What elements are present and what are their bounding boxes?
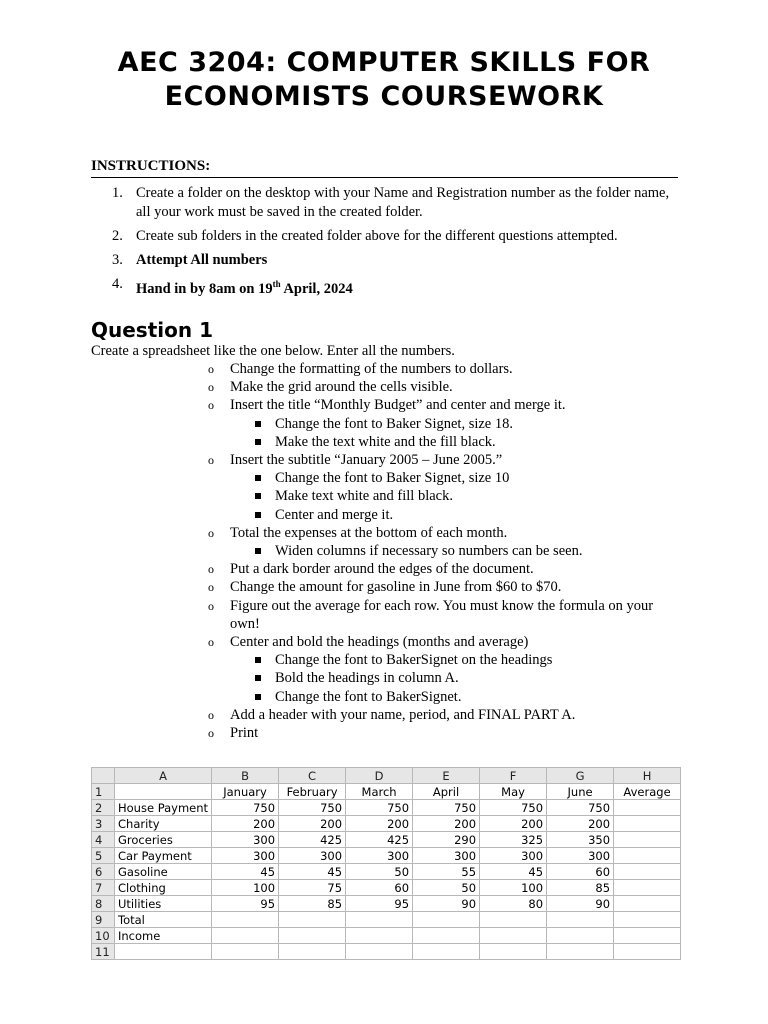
cell[interactable]: March bbox=[346, 784, 413, 800]
title-line-1: AEC 3204: COMPUTER SKILLS FOR bbox=[117, 47, 651, 78]
instruction-number: 2. bbox=[112, 228, 123, 244]
row-label-cell[interactable]: Charity bbox=[115, 816, 212, 832]
cell[interactable]: February bbox=[279, 784, 346, 800]
row-label-cell[interactable] bbox=[115, 944, 212, 960]
instruction-text-post: April, 2024 bbox=[280, 280, 353, 297]
task-item bbox=[206, 597, 676, 633]
row-label-cell[interactable]: Gasoline bbox=[115, 864, 212, 880]
cell[interactable]: 425 bbox=[279, 832, 346, 848]
cell[interactable]: 300 bbox=[212, 848, 279, 864]
cell[interactable]: June bbox=[547, 784, 614, 800]
row-label-cell[interactable]: Clothing bbox=[115, 880, 212, 896]
cell[interactable] bbox=[212, 944, 279, 960]
cell[interactable]: 45 bbox=[212, 864, 279, 880]
instruction-number: 4. bbox=[112, 276, 123, 292]
cell[interactable] bbox=[480, 944, 547, 960]
subtask-item bbox=[206, 669, 676, 687]
instruction-text: Attempt All numbers bbox=[136, 252, 268, 268]
cell[interactable]: 290 bbox=[413, 832, 480, 848]
circle-bullet-icon: o bbox=[208, 525, 214, 540]
cell[interactable] bbox=[346, 912, 413, 928]
cell[interactable]: 85 bbox=[279, 896, 346, 912]
cell[interactable]: 200 bbox=[212, 816, 279, 832]
row-label-cell[interactable]: Utilities bbox=[115, 896, 212, 912]
task-item bbox=[206, 524, 676, 542]
cell[interactable]: 75 bbox=[279, 880, 346, 896]
cell[interactable] bbox=[614, 816, 681, 832]
cell[interactable] bbox=[480, 928, 547, 944]
table-row bbox=[92, 944, 681, 960]
table-row bbox=[92, 800, 681, 816]
instruction-text: Create a folder on the desktop with your Name and Registration number as the folder name, all your work must be saved in the created folder. bbox=[136, 185, 670, 220]
subtask-text: Bold the headings in column A. bbox=[275, 670, 459, 687]
subtask-item bbox=[206, 688, 676, 706]
task-text: Insert the subtitle “January 2005 – June 2005.” bbox=[230, 452, 503, 469]
square-bullet-icon bbox=[255, 548, 261, 554]
cell[interactable] bbox=[614, 832, 681, 848]
row-label-cell[interactable]: Total bbox=[115, 912, 212, 928]
column-header-b[interactable]: B bbox=[212, 768, 279, 784]
circle-bullet-icon: o bbox=[208, 598, 214, 613]
instruction-superscript: th bbox=[272, 279, 281, 289]
task-item bbox=[206, 724, 676, 742]
cell[interactable] bbox=[115, 784, 212, 800]
cell[interactable]: 300 bbox=[279, 848, 346, 864]
square-bullet-icon bbox=[255, 675, 261, 681]
cell[interactable]: 55 bbox=[413, 864, 480, 880]
column-letter-row bbox=[92, 768, 681, 784]
cell[interactable]: May bbox=[480, 784, 547, 800]
cell[interactable] bbox=[346, 944, 413, 960]
cell[interactable]: 300 bbox=[480, 848, 547, 864]
task-item bbox=[206, 578, 676, 596]
circle-bullet-icon: o bbox=[208, 380, 214, 395]
subtask-text: Change the font to Baker Signet, size 18. bbox=[275, 415, 513, 432]
cell[interactable] bbox=[413, 912, 480, 928]
circle-bullet-icon: o bbox=[208, 398, 214, 413]
circle-bullet-icon: o bbox=[208, 726, 214, 741]
cell[interactable]: 350 bbox=[547, 832, 614, 848]
cell[interactable]: 90 bbox=[413, 896, 480, 912]
cell[interactable] bbox=[614, 928, 681, 944]
cell[interactable] bbox=[480, 912, 547, 928]
cell[interactable]: 750 bbox=[279, 800, 346, 816]
task-text: Make the grid around the cells visible. bbox=[230, 379, 453, 396]
task-item bbox=[206, 360, 676, 378]
cell[interactable]: 750 bbox=[413, 800, 480, 816]
cell[interactable] bbox=[614, 864, 681, 880]
task-item bbox=[206, 378, 676, 396]
cell[interactable]: 750 bbox=[346, 800, 413, 816]
cell[interactable]: 60 bbox=[547, 864, 614, 880]
cell[interactable]: April bbox=[413, 784, 480, 800]
table-row bbox=[92, 896, 681, 912]
cell[interactable] bbox=[212, 912, 279, 928]
cell[interactable]: 85 bbox=[547, 880, 614, 896]
cell[interactable]: 100 bbox=[480, 880, 547, 896]
subtask-text: Center and merge it. bbox=[275, 506, 394, 523]
table-row bbox=[92, 784, 681, 800]
subtask-text: Change the font to BakerSignet. bbox=[275, 688, 462, 705]
table-row bbox=[92, 912, 681, 928]
square-bullet-icon bbox=[255, 475, 261, 481]
column-header-a[interactable]: A bbox=[115, 768, 212, 784]
column-header-g[interactable]: G bbox=[547, 768, 614, 784]
subtask-text: Change the font to BakerSignet on the headings bbox=[275, 652, 553, 669]
table-row bbox=[92, 880, 681, 896]
row-number[interactable]: 8 bbox=[92, 896, 115, 912]
cell[interactable]: 200 bbox=[346, 816, 413, 832]
instruction-text: Create sub folders in the created folder above for the different questions attempted. bbox=[136, 228, 618, 244]
table-row bbox=[92, 848, 681, 864]
row-number[interactable]: 10 bbox=[92, 928, 115, 944]
task-item bbox=[206, 706, 676, 724]
task-text: Add a header with your name, period, and FINAL PART A. bbox=[230, 706, 576, 723]
row-number[interactable]: 7 bbox=[92, 880, 115, 896]
cell[interactable] bbox=[279, 944, 346, 960]
document-title bbox=[0, 46, 768, 114]
task-item bbox=[206, 396, 676, 414]
row-label-cell[interactable]: Groceries bbox=[115, 832, 212, 848]
square-bullet-icon bbox=[255, 421, 261, 427]
square-bullet-icon bbox=[255, 512, 261, 518]
instruction-number: 1. bbox=[112, 185, 123, 201]
task-item bbox=[206, 633, 676, 651]
instructions-list bbox=[108, 184, 678, 304]
circle-bullet-icon: o bbox=[208, 453, 214, 468]
subtask-item bbox=[206, 542, 676, 560]
cell[interactable]: Average bbox=[614, 784, 681, 800]
square-bullet-icon bbox=[255, 493, 261, 499]
task-text: Figure out the average for each row. You must know the formula on your own! bbox=[230, 597, 654, 632]
cell[interactable]: 90 bbox=[547, 896, 614, 912]
cell[interactable]: 300 bbox=[547, 848, 614, 864]
cell[interactable]: 45 bbox=[480, 864, 547, 880]
task-text: Change the formatting of the numbers to dollars. bbox=[230, 361, 513, 377]
cell[interactable]: 200 bbox=[413, 816, 480, 832]
task-item bbox=[206, 451, 676, 469]
cell[interactable]: 200 bbox=[480, 816, 547, 832]
cell[interactable]: 750 bbox=[212, 800, 279, 816]
row-label-cell[interactable]: Car Payment bbox=[115, 848, 212, 864]
column-header-d[interactable]: D bbox=[346, 768, 413, 784]
question-heading: Question 1 bbox=[91, 318, 213, 342]
subtask-item bbox=[206, 469, 676, 487]
cell[interactable]: 95 bbox=[212, 896, 279, 912]
cell[interactable]: 100 bbox=[212, 880, 279, 896]
instruction-text-pre: Hand in by 8am on 19 bbox=[136, 280, 273, 297]
cell[interactable] bbox=[212, 928, 279, 944]
subtask-text: Make text white and fill black. bbox=[275, 488, 453, 505]
task-text: Change the amount for gasoline in June from $60 to $70. bbox=[230, 579, 562, 596]
cell[interactable]: 750 bbox=[547, 800, 614, 816]
subtask-item bbox=[206, 487, 676, 505]
circle-bullet-icon: o bbox=[208, 562, 214, 577]
column-header-c[interactable]: C bbox=[279, 768, 346, 784]
cell[interactable]: January bbox=[212, 784, 279, 800]
cell[interactable] bbox=[614, 896, 681, 912]
table-row bbox=[92, 928, 681, 944]
cell[interactable] bbox=[614, 944, 681, 960]
subtask-text: Change the font to Baker Signet, size 10 bbox=[275, 470, 510, 487]
cell[interactable] bbox=[614, 800, 681, 816]
instruction-item bbox=[108, 227, 678, 246]
table-row bbox=[92, 864, 681, 880]
cell[interactable] bbox=[547, 928, 614, 944]
row-label-cell[interactable]: Income bbox=[115, 928, 212, 944]
cell[interactable] bbox=[279, 928, 346, 944]
subtask-item bbox=[206, 415, 676, 433]
cell[interactable] bbox=[547, 912, 614, 928]
instruction-item bbox=[108, 251, 678, 270]
cell[interactable]: 750 bbox=[480, 800, 547, 816]
instructions-heading: INSTRUCTIONS: bbox=[91, 158, 678, 178]
cell[interactable] bbox=[413, 928, 480, 944]
cell[interactable] bbox=[614, 912, 681, 928]
circle-bullet-icon: o bbox=[208, 707, 214, 722]
row-label-cell[interactable]: House Payment bbox=[115, 800, 212, 816]
subtask-text: Widen columns if necessary so numbers can be seen. bbox=[275, 543, 583, 560]
task-item bbox=[206, 560, 676, 578]
cell[interactable] bbox=[547, 944, 614, 960]
cell[interactable]: 60 bbox=[346, 880, 413, 896]
cell[interactable]: 325 bbox=[480, 832, 547, 848]
column-header-e[interactable]: E bbox=[413, 768, 480, 784]
row-number[interactable]: 4 bbox=[92, 832, 115, 848]
cell[interactable] bbox=[413, 944, 480, 960]
cell[interactable]: 45 bbox=[279, 864, 346, 880]
square-bullet-icon bbox=[255, 694, 261, 700]
cell[interactable]: 425 bbox=[346, 832, 413, 848]
cell[interactable]: 95 bbox=[346, 896, 413, 912]
cell[interactable]: 200 bbox=[279, 816, 346, 832]
table-row bbox=[92, 816, 681, 832]
cell[interactable]: 300 bbox=[346, 848, 413, 864]
subtask-text: Make the text white and the fill black. bbox=[275, 433, 496, 450]
task-text: Insert the title “Monthly Budget” and center and merge it. bbox=[230, 397, 566, 414]
subtask-item bbox=[206, 433, 676, 451]
instruction-item bbox=[108, 184, 678, 222]
subtask-item bbox=[206, 651, 676, 669]
row-number[interactable]: 3 bbox=[92, 816, 115, 832]
column-header-h[interactable]: H bbox=[614, 768, 681, 784]
cell[interactable]: 200 bbox=[547, 816, 614, 832]
row-number[interactable]: 6 bbox=[92, 864, 115, 880]
corner-cell[interactable] bbox=[92, 768, 115, 784]
row-number[interactable]: 2 bbox=[92, 800, 115, 816]
cell[interactable]: 300 bbox=[413, 848, 480, 864]
circle-bullet-icon: o bbox=[208, 362, 214, 376]
cell[interactable]: 50 bbox=[413, 880, 480, 896]
title-line-2: ECONOMISTS COURSEWORK bbox=[164, 81, 604, 112]
task-text: Total the expenses at the bottom of each month. bbox=[230, 524, 508, 541]
cell[interactable] bbox=[346, 928, 413, 944]
square-bullet-icon bbox=[255, 657, 261, 663]
square-bullet-icon bbox=[255, 439, 261, 445]
instruction-item bbox=[108, 275, 678, 299]
row-number[interactable]: 5 bbox=[92, 848, 115, 864]
row-number[interactable]: 11 bbox=[92, 944, 115, 960]
question-intro: Create a spreadsheet like the one below. Enter all the numbers. bbox=[91, 343, 455, 359]
cell[interactable]: 50 bbox=[346, 864, 413, 880]
task-text: Put a dark border around the edges of the document. bbox=[230, 561, 534, 578]
table-row bbox=[92, 832, 681, 848]
row-number[interactable]: 9 bbox=[92, 912, 115, 928]
circle-bullet-icon: o bbox=[208, 635, 214, 650]
instruction-number: 3. bbox=[112, 252, 123, 268]
subtask-item bbox=[206, 506, 676, 524]
cell[interactable] bbox=[279, 912, 346, 928]
task-text: Print bbox=[230, 725, 259, 742]
spreadsheet bbox=[91, 767, 681, 960]
cell[interactable]: 80 bbox=[480, 896, 547, 912]
cell[interactable] bbox=[614, 880, 681, 896]
cell[interactable] bbox=[614, 848, 681, 864]
task-list bbox=[206, 360, 676, 742]
task-text: Center and bold the headings (months and average) bbox=[230, 634, 529, 651]
column-header-f[interactable]: F bbox=[480, 768, 547, 784]
row-number[interactable]: 1 bbox=[92, 784, 115, 800]
cell[interactable]: 300 bbox=[212, 832, 279, 848]
circle-bullet-icon: o bbox=[208, 580, 214, 595]
